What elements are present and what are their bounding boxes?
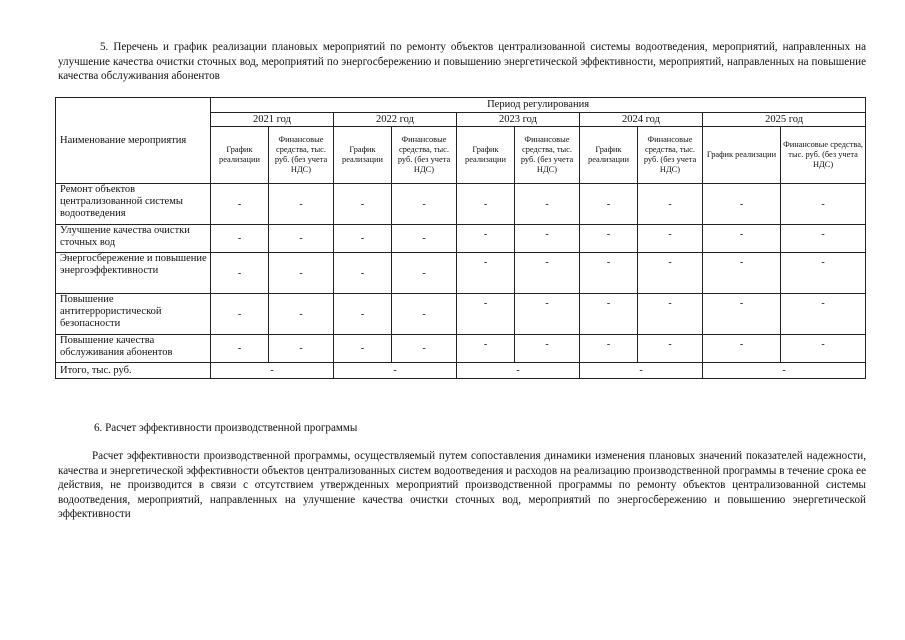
header-year-2023: 2023 год [457,113,580,127]
table-row [56,184,866,225]
total-cell-2022: - [334,363,457,379]
row-name: Энергосбережение и повышение энергоэффективности [56,253,211,294]
table-cell: - [781,335,866,363]
section-6-paragraph: Расчет эффективности производственной программы, осуществляемый путем сопоставления динамики изменения плановых значений показателей надежности, качества и энергетической эффективности объектов централизованных систем водоотведения и расходов на реализацию производственной программы в течение срока ее действия, не производится в связи с отсутствием утвержденных мероприятий производственной программы по ремонту объектов централизованной системы водоотведения, мероприятий, направленных на улучшение качества очистки сточных вод, мероприятий по энергосбережению и повышению энергетической эффективности [58,450,866,520]
table-cell: - [457,225,515,253]
table-cell: - [269,184,334,225]
sub-finance-2021: Финансовые средства, тыс. руб. (без учета НДС) [269,127,334,184]
total-cell-2025: - [703,363,866,379]
table-cell: - [457,294,515,335]
table-cell: - [392,335,457,363]
table-cell: - [392,184,457,225]
table-row [56,253,866,294]
sub-finance-2023: Финансовые средства, тыс. руб. (без учета НДС) [515,127,580,184]
table-cell: - [638,294,703,335]
table-cell: - [515,253,580,294]
table-cell: - [334,184,392,225]
header-year-2021: 2021 год [211,113,334,127]
total-cell-2023: - [457,363,580,379]
table-cell: - [211,253,269,294]
row-name: Повышение качества обслуживания абонентов [56,335,211,363]
table-cell: - [457,184,515,225]
table-cell: - [269,335,334,363]
header-year-2024: 2024 год [580,113,703,127]
header-year-2025: 2025 год [703,113,866,127]
table-cell: - [457,335,515,363]
table-cell: - [211,225,269,253]
table-cell: - [781,294,866,335]
table-cell: - [638,184,703,225]
sub-schedule-2024: График реализации [580,127,638,184]
total-label: Итого, тыс. руб. [56,363,211,379]
table-cell: - [392,294,457,335]
table-cell: - [334,294,392,335]
table-row [56,335,866,363]
table-cell: - [334,253,392,294]
sub-schedule-2023: График реализации [457,127,515,184]
row-name: Улучшение качества очистки сточных вод [56,225,211,253]
header-measure-name: Наименование мероприятия [56,98,211,184]
table-cell: - [211,184,269,225]
table-cell: - [515,225,580,253]
table-cell: - [334,225,392,253]
section-5-title: 5. Перечень и график реализации плановых мероприятий по ремонту объектов централизованной системы водоотведения, мероприятий, направленных на улучшение качества очистки сточных вод, мероприятий по энергосбережению и повышению энергетической эффективности, мероприятий, направленных на повышение качества обслуживания абонентов [58,41,866,82]
table-cell: - [269,253,334,294]
measures-table [55,97,866,379]
section-5-heading [58,40,866,84]
table-cell: - [703,253,781,294]
sub-schedule-2021: График реализации [211,127,269,184]
table-cell: - [703,225,781,253]
table-cell: - [457,253,515,294]
table-cell: - [638,253,703,294]
total-cell-2021: - [211,363,334,379]
header-period: Период регулирования [211,98,866,113]
header-row-1 [56,98,866,113]
table-cell: - [781,225,866,253]
table-cell: - [580,335,638,363]
table-cell: - [334,335,392,363]
table-cell: - [703,184,781,225]
sub-finance-2022: Финансовые средства, тыс. руб. (без учета НДС) [392,127,457,184]
table-cell: - [781,253,866,294]
sub-schedule-2025: График реализации [703,127,781,184]
table-cell: - [781,184,866,225]
table-cell: - [515,335,580,363]
table-cell: - [580,225,638,253]
table-cell: - [211,335,269,363]
table-cell: - [703,294,781,335]
sub-finance-2024: Финансовые средства, тыс. руб. (без учета НДС) [638,127,703,184]
table-cell: - [638,335,703,363]
total-cell-2024: - [580,363,703,379]
table-cell: - [515,294,580,335]
header-year-2022: 2022 год [334,113,457,127]
table-cell: - [211,294,269,335]
table-cell: - [269,294,334,335]
table-cell: - [392,225,457,253]
total-row [56,363,866,379]
row-name: Ремонт объектов централизованной системы водоотведения [56,184,211,225]
table-cell: - [638,225,703,253]
table-cell: - [580,294,638,335]
table-cell: - [703,335,781,363]
table-row [56,225,866,253]
table-cell: - [515,184,580,225]
table-cell: - [269,225,334,253]
section-6-heading: 6. Расчет эффективности производственной программы [94,422,358,434]
table-row [56,294,866,335]
row-name: Повышение антитеррористической безопасности [56,294,211,335]
table-cell: - [580,253,638,294]
table-cell: - [580,184,638,225]
sub-schedule-2022: График реализации [334,127,392,184]
table-cell: - [392,253,457,294]
sub-finance-2025: Финансовые средства, тыс. руб. (без учета НДС) [781,127,866,184]
